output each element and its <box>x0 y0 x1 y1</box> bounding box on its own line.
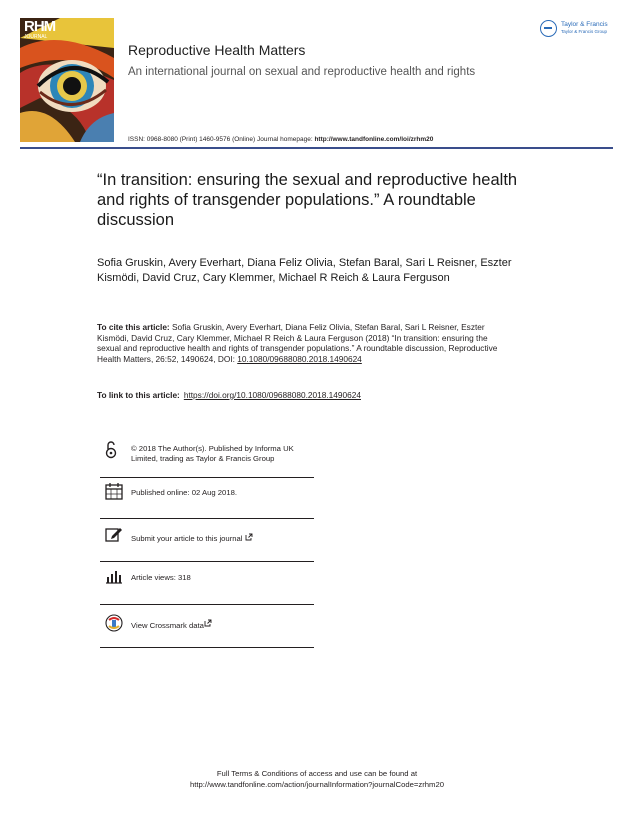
publisher-logo-text <box>561 21 608 35</box>
citation-label: To cite this article: <box>97 322 170 332</box>
footer-line-1: Full Terms & Conditions of access and use can be found at <box>216 769 418 778</box>
cover-title: RHM <box>24 18 56 35</box>
terms-footer <box>0 768 634 790</box>
article-authors: Sofia Gruskin, Avery Everhart, Diana Feliz Olivia, Stefan Baral, Sari L Reisner, Eszter Kismödi, David Cruz, Cary Klemmer, Michael R Reich & Laura Ferguson <box>97 257 512 284</box>
taylor-francis-logo-icon <box>540 20 557 37</box>
submit-article-link[interactable] <box>131 533 316 544</box>
issn-line <box>128 136 433 143</box>
published-online-row <box>100 478 314 519</box>
external-link-icon <box>204 619 212 627</box>
crossmark-text: View Crossmark data <box>131 621 204 630</box>
publisher-group: Taylor & Francis Group <box>561 29 608 34</box>
article-views-row <box>100 562 314 605</box>
article-views-text: Article views: 318 <box>131 573 191 582</box>
submit-article-text: Submit your article to this journal <box>131 534 243 543</box>
cover-subtitle: JOURNAL <box>24 34 48 40</box>
open-access-lock-icon <box>105 441 117 464</box>
copyright-row <box>100 440 314 478</box>
citation-doi[interactable]: 10.1080/09688080.2018.1490624 <box>237 353 362 364</box>
crossmark-icon <box>105 614 123 637</box>
publisher-logo[interactable] <box>540 17 608 39</box>
publisher-name: Taylor & Francis <box>561 21 608 28</box>
issn-text: ISSN: 0968-8080 (Print) 1460-9576 (Online) Journal homepage: <box>128 136 315 143</box>
citation-block <box>97 322 502 364</box>
article-title: “In transition: ensuring the sexual and reproductive health and rights of transgender populations.” A roundtable discussion <box>97 171 518 229</box>
citation-text: Sofia Gruskin, Avery Everhart, Diana Feliz Olivia, Stefan Baral, Sari L Reisner, Eszter Kismödi, David Cruz, Cary Klemmer, Michael R Reich & Laura Ferguson (2018) “In transition: ensuring the sexual and reproductive health and rights of transgender populations.” A roundtable discussion, Reproductive Health Matters, 26:52, 1490624, DOI: <box>97 322 498 364</box>
journal-homepage-link[interactable]: http://www.tandfonline.com/loi/zrhm20 <box>314 136 434 143</box>
copyright-text: © 2018 The Author(s). Published by Informa UK Limited, trading as Taylor & Francis Group <box>131 444 294 463</box>
crossmark-link[interactable] <box>131 619 316 631</box>
header-divider <box>20 147 613 149</box>
article-doi-link[interactable]: https://doi.org/10.1080/09688080.2018.1490624 <box>183 390 361 400</box>
calendar-icon <box>105 483 123 505</box>
external-link-icon <box>245 533 253 541</box>
article-link-line <box>97 390 361 401</box>
published-online-text: Published online: 02 Aug 2018. <box>131 488 238 497</box>
edit-icon <box>105 526 123 547</box>
journal-title: Reproductive Health Matters <box>128 42 306 58</box>
journal-subtitle: An international journal on sexual and reproductive health and rights <box>128 66 476 78</box>
crossmark-row[interactable] <box>100 605 314 648</box>
bar-chart-icon <box>105 570 123 589</box>
footer-terms-link[interactable]: http://www.tandfonline.com/action/journalInformation?journalCode=zrhm20 <box>189 780 445 789</box>
journal-cover-image <box>20 18 114 142</box>
link-label: To link to this article: <box>97 390 180 400</box>
submit-article-row[interactable] <box>100 519 314 562</box>
